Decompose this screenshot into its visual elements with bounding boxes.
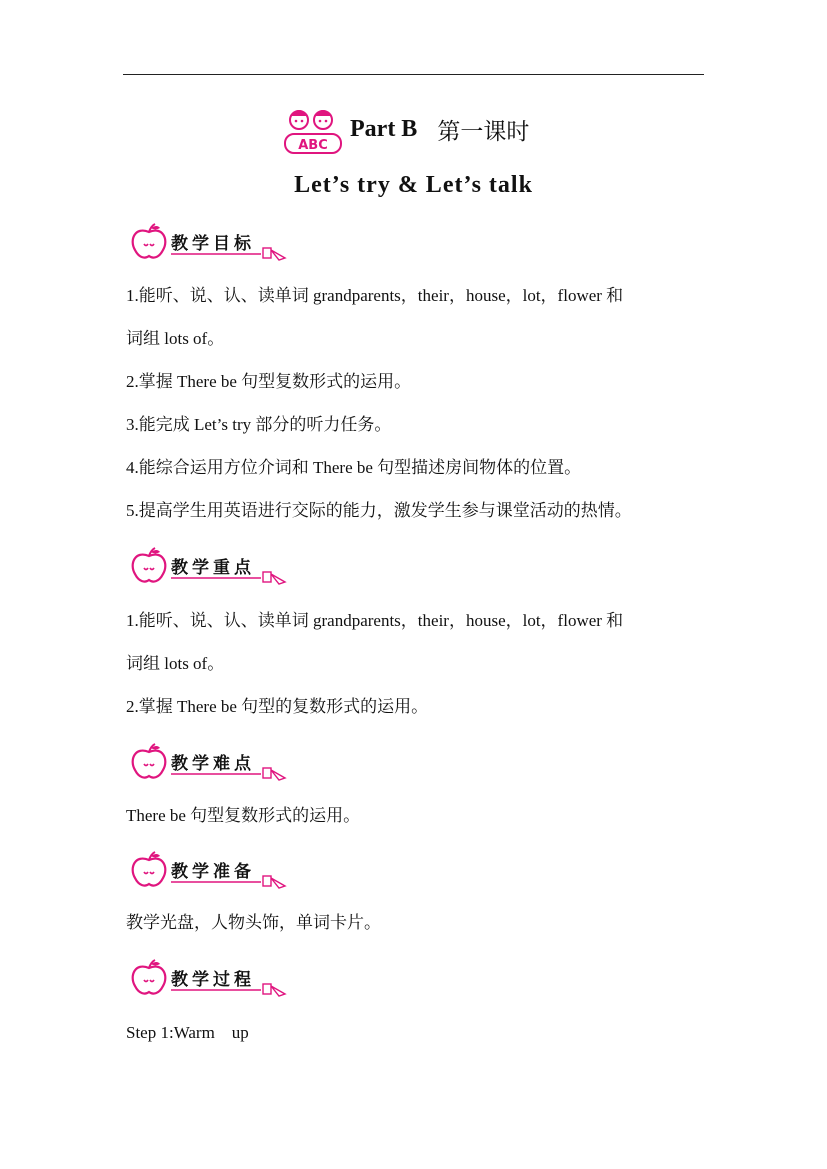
- pencil-underline-icon: [171, 764, 291, 782]
- pencil-underline-icon: [171, 980, 291, 998]
- list-item: 词组 lots of。: [126, 329, 225, 348]
- apple-icon: [127, 958, 171, 998]
- abc-kids-logo-icon: [282, 102, 344, 156]
- lesson-label: 第一课时: [437, 118, 530, 145]
- part-label: Part B: [350, 115, 418, 142]
- list-item: 3.能完成 Let’s try 部分的听力任务。: [126, 415, 392, 434]
- list-item: 4.能综合运用方位介词和 There be 句型描述房间物体的位置。: [126, 458, 582, 477]
- pencil-underline-icon: [171, 568, 291, 586]
- list-item: There be 句型复数形式的运用。: [126, 806, 361, 825]
- list-item: 词组 lots of。: [126, 654, 225, 673]
- title-line: [282, 102, 529, 156]
- list-item: 1.能听、说、认、读单词 grandparents，their，house，lot，flower 和: [126, 611, 624, 630]
- list-item: 教学光盘，人物头饰，单词卡片。: [126, 913, 381, 932]
- process-list: [126, 1011, 704, 1054]
- difficulties-list: [126, 794, 704, 837]
- list-item: 5.提高学生用英语进行交际的能力，激发学生参与课堂活动的热情。: [126, 501, 632, 520]
- section-title: 教学难点: [171, 754, 255, 774]
- section-heading-goals: [127, 222, 297, 266]
- apple-icon: [127, 850, 171, 890]
- header-rule: [123, 74, 704, 75]
- section-title: 教学准备: [171, 862, 255, 882]
- apple-icon: [127, 742, 171, 782]
- svg-text:ABC: ABC: [298, 138, 328, 153]
- list-item: Step 1:Warm up: [126, 1023, 249, 1042]
- section-title: 教学重点: [171, 558, 255, 578]
- pencil-underline-icon: [171, 872, 291, 890]
- section-heading-difficulties: [127, 742, 297, 786]
- page-subtitle: Let’s try & Let’s talk: [294, 172, 533, 198]
- list-item: 1.能听、说、认、读单词 grandparents，their，house，lot，flower 和: [126, 286, 624, 305]
- preparation-list: [126, 901, 704, 944]
- key-points-list: [126, 599, 704, 728]
- list-item: 2.掌握 There be 句型复数形式的运用。: [126, 372, 412, 391]
- apple-icon: [127, 222, 171, 262]
- section-heading-key-points: [127, 546, 297, 590]
- section-title: 教学目标: [171, 234, 255, 254]
- goals-list: [126, 274, 704, 532]
- section-title: 教学过程: [171, 970, 255, 990]
- list-item: 2.掌握 There be 句型的复数形式的运用。: [126, 697, 429, 716]
- pencil-underline-icon: [171, 244, 291, 262]
- apple-icon: [127, 546, 171, 586]
- section-heading-preparation: [127, 850, 297, 894]
- section-heading-process: [127, 958, 297, 1002]
